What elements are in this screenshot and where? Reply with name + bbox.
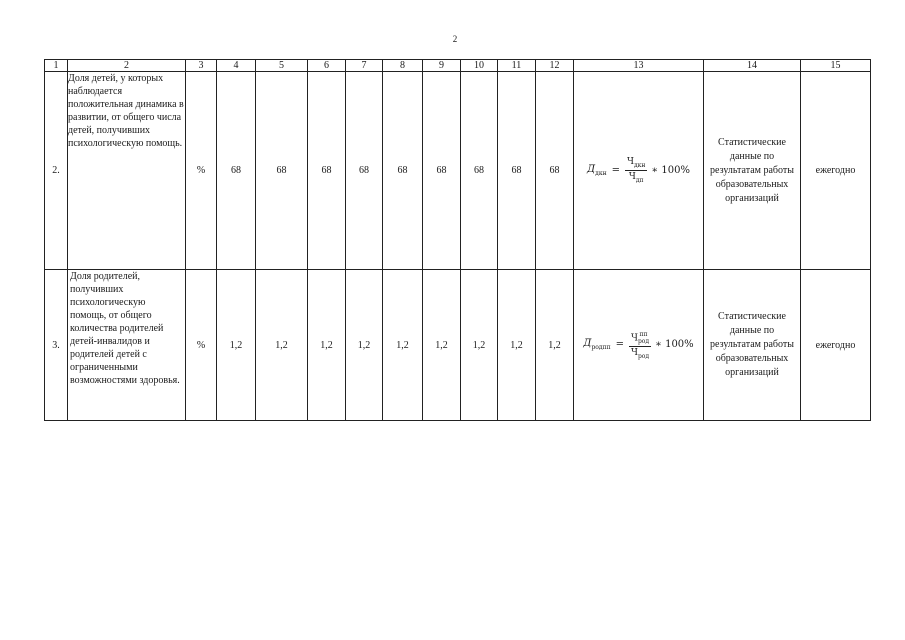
value-cell: 68 (423, 72, 461, 270)
indicators-table (44, 59, 871, 421)
column-header: 10 (461, 60, 498, 72)
column-header: 5 (256, 60, 308, 72)
formula-equals: = (615, 339, 624, 351)
row-number: 3. (45, 270, 68, 421)
column-header: 13 (574, 60, 704, 72)
formula-numerator: $Ч_{дкн}$ (626, 157, 646, 169)
column-header: 7 (346, 60, 383, 72)
header-row (45, 60, 871, 72)
column-header: 3 (186, 60, 217, 72)
formula-fraction (629, 331, 651, 360)
formula-denominator: $Ч_{дп}$ (628, 172, 644, 184)
unit-cell: % (186, 270, 217, 421)
data-source: Статистические данные по результатам работы образовательных организаций (704, 72, 801, 270)
value-cell: 68 (461, 72, 498, 270)
value-cell: 1,2 (498, 270, 536, 421)
indicator-description: Доля родителей, получивших психологическую помощь, от общего количества родителей детей-инвалидов и родителей детей с ограниченными возможностями здоровья. (68, 270, 186, 421)
value-cell: 68 (346, 72, 383, 270)
value-cell: 1,2 (217, 270, 256, 421)
column-header: 4 (217, 60, 256, 72)
indicator-description: Доля детей, у которых наблюдается положительная динамика в развитии, от общего числа детей, получивших психологическую помощь. (68, 72, 186, 270)
value-cell: 1,2 (308, 270, 346, 421)
column-header: 1 (45, 60, 68, 72)
formula-lhs: $Д_{дкн}$ (587, 164, 607, 177)
formula-numerator: Ч пп род (630, 330, 650, 345)
formula-cell (574, 72, 704, 270)
table-row (45, 270, 871, 421)
calculation-formula (587, 157, 690, 184)
column-header: 9 (423, 60, 461, 72)
value-cell: 68 (256, 72, 308, 270)
value-cell: 68 (383, 72, 423, 270)
formula-fraction (625, 157, 647, 184)
value-cell: 1,2 (346, 270, 383, 421)
formula-cell (574, 270, 704, 421)
formula-multiplier: ∗ 100% (651, 165, 690, 176)
row-number: 2. (45, 72, 68, 270)
formula-lhs: $Д_{родпп}$ (583, 338, 611, 352)
value-cell: 1,2 (461, 270, 498, 421)
periodicity: ежегодно (801, 72, 871, 270)
value-cell: 1,2 (536, 270, 574, 421)
table-row (45, 72, 871, 270)
column-header: 6 (308, 60, 346, 72)
column-header: 8 (383, 60, 423, 72)
data-source: Статистические данные по результатам работы образовательных организаций (704, 270, 801, 421)
value-cell: 1,2 (423, 270, 461, 421)
page-number: 2 (452, 34, 458, 44)
unit-cell: % (186, 72, 217, 270)
periodicity: ежегодно (801, 270, 871, 421)
value-cell: 1,2 (256, 270, 308, 421)
formula-multiplier: ∗ 100% (655, 339, 694, 351)
formula-denominator: $Ч_{род}$ (630, 347, 650, 360)
column-header: 11 (498, 60, 536, 72)
column-header: 15 (801, 60, 871, 72)
value-cell: 68 (498, 72, 536, 270)
column-header: 12 (536, 60, 574, 72)
value-cell: 1,2 (383, 270, 423, 421)
formula-equals: = (611, 165, 620, 176)
column-header: 14 (704, 60, 801, 72)
column-header: 2 (68, 60, 186, 72)
value-cell: 68 (217, 72, 256, 270)
value-cell: 68 (308, 72, 346, 270)
value-cell: 68 (536, 72, 574, 270)
calculation-formula (583, 331, 693, 360)
